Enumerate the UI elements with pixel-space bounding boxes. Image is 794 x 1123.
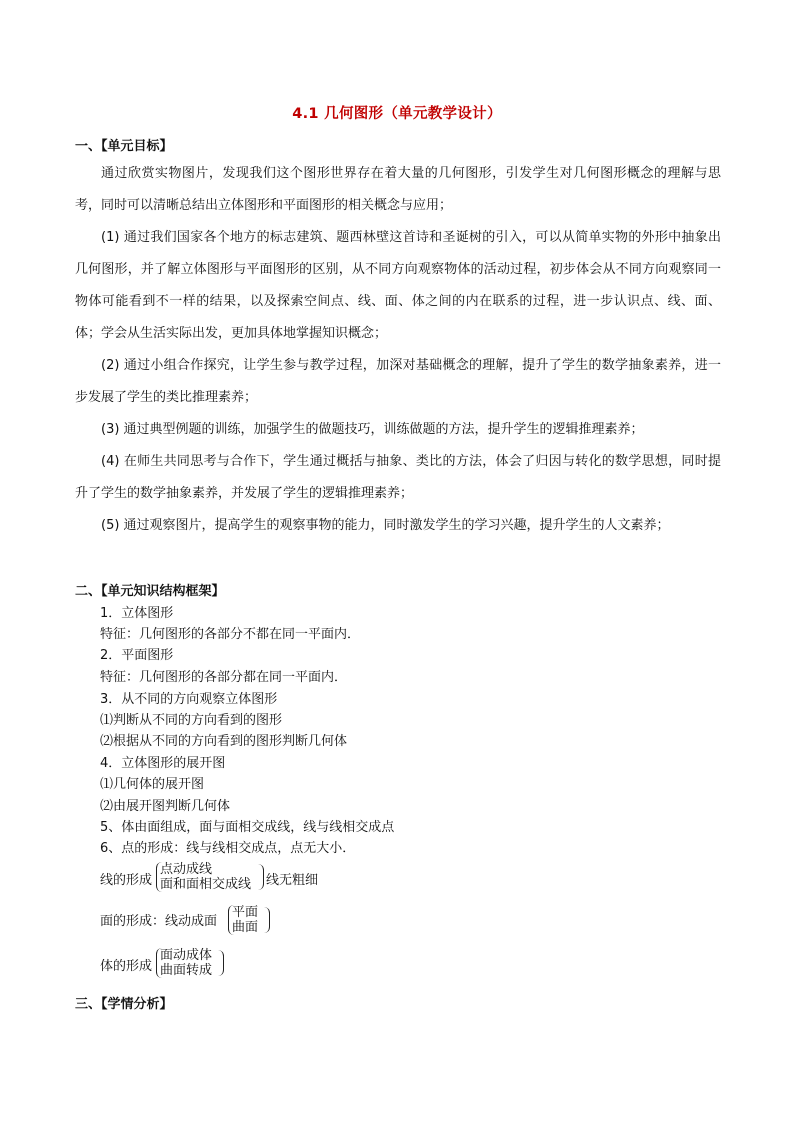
goal-paragraph: (5) 通过观察图片，提高学生的观察事物的能力，同时激发学生的学习兴趣，提升学生的人文素养； <box>101 518 670 533</box>
knowledge-line: 特征：几何图形的各部分都在同一平面内． <box>100 670 348 685</box>
line-formation-note: 线无粗细 <box>266 873 319 888</box>
section-heading-analysis: 三、【学情分析】 <box>75 997 173 1012</box>
surface-formation-item: 平面 <box>232 905 259 920</box>
knowledge-line: 2．平面图形 <box>100 648 174 663</box>
knowledge-line: 4．立体图形的展开图 <box>100 756 226 771</box>
goal-paragraph: (2) 通过小组合作探究，让学生参与教学过程，加深对基础概念的理解，提升了学生的数学抽象素养，进一步发展了学生的类比推理素养； <box>75 358 721 405</box>
right-bracket <box>258 864 264 890</box>
line-formation-items <box>156 862 251 892</box>
goal-paragraph: 通过欣赏实物图片，发现我们这个图形世界存在着大量的几何图形，引发学生对几何图形概念的理解与思考，同时可以清晰总结出立体图形和平面图形的相关概念与应用； <box>75 166 721 213</box>
goal-paragraph: (4) 在师生共同思考与合作下，学生通过概括与抽象、类比的方法，体会了归因与转化的数学思想，同时提升了学生的数学抽象素养，并发展了学生的逻辑推理素养； <box>75 454 721 501</box>
solid-formation-item: 曲面转成 <box>160 963 213 978</box>
section-heading-goals: 一、【单元目标】 <box>75 139 173 154</box>
knowledge-line: ⑴判断从不同的方向看到的图形 <box>100 713 283 728</box>
solid-formation-items <box>156 948 212 978</box>
goal-paragraph: (3) 通过典型例题的训练，加强学生的做题技巧，训练做题的方法，提升学生的逻辑推理素养； <box>101 422 644 437</box>
solid-formation-label: 体的形成 <box>100 959 153 974</box>
knowledge-line: 1．立体图形 <box>100 606 174 621</box>
knowledge-line: 5、体由面组成，面与面相交成线，线与线相交成点 <box>100 820 395 835</box>
knowledge-line: ⑴几何体的展开图 <box>100 777 205 792</box>
surface-formation-label: 面的形成：线动成面 <box>100 914 218 929</box>
surface-formation-items <box>228 905 258 935</box>
goal-paragraph: (1) 通过我们国家各个地方的标志建筑、题西林壁这首诗和圣诞树的引入，可以从简单实物的外形中抽象出几何图形，并了解立体图形与平面图形的区别，从不同方向观察物体的活动过程，初步体会从不同方向观察同一物体可能看到不一样的结果，以及探索空间点、线、面、体之间的内在联系的过程，进一步认识点、线、面、体；学会从生活实际出发，更加具体地掌握知识概念； <box>75 230 721 341</box>
solid-formation-brace <box>100 948 400 988</box>
line-formation-item: 点动成线 <box>160 862 213 877</box>
knowledge-line: 6、点的形成：线与线相交成点，点无大小． <box>100 841 356 856</box>
surface-formation-brace <box>100 905 400 945</box>
right-bracket <box>218 950 224 976</box>
knowledge-line: 特征：几何图形的各部分不都在同一平面内． <box>100 627 361 642</box>
surface-formation-item: 曲面 <box>232 920 259 935</box>
right-bracket <box>264 907 270 933</box>
line-formation-brace <box>100 862 400 902</box>
line-formation-item: 面和面相交成线 <box>160 877 252 892</box>
knowledge-line: 3．从不同的方向观察立体图形 <box>100 692 278 707</box>
knowledge-line: ⑵由展开图判断几何体 <box>100 799 231 814</box>
knowledge-line: ⑵根据从不同的方向看到的图形判断几何体 <box>100 734 348 749</box>
line-formation-label: 线的形成 <box>100 873 153 888</box>
solid-formation-item: 面动成体 <box>160 948 213 963</box>
document-title: 4.1 几何图形（单元教学设计） <box>292 106 502 122</box>
section-heading-knowledge: 二、【单元知识结构框架】 <box>75 584 225 599</box>
